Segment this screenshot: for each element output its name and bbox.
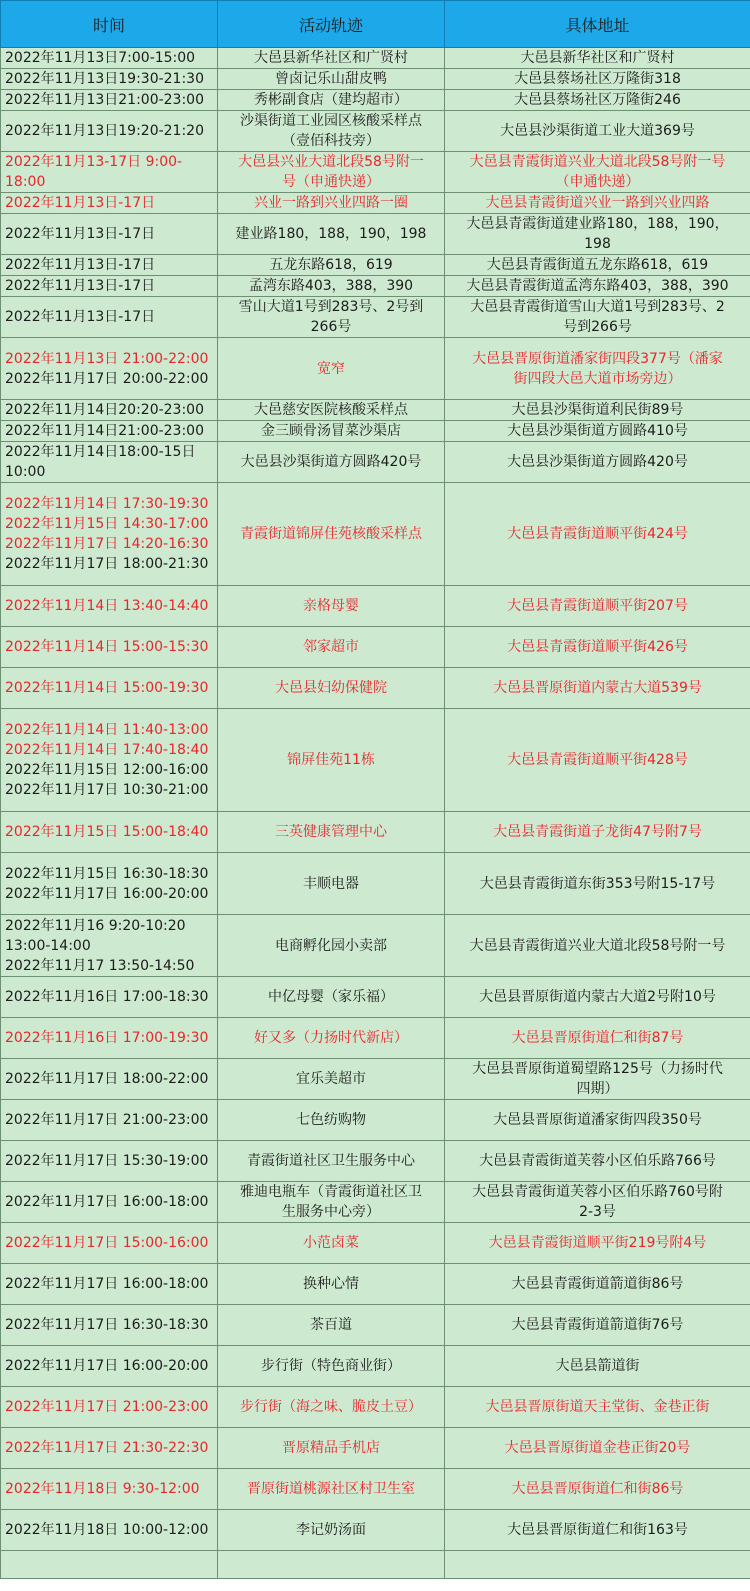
table-row xyxy=(1,1428,750,1469)
row-track: 青霞街道社区卫生服务中心 xyxy=(218,1141,445,1182)
table-row xyxy=(1,297,750,338)
row-track: 好又多（力扬时代新店） xyxy=(218,1018,445,1059)
row-time-normal: 2022年11月17日 18:00-21:30 xyxy=(5,556,209,572)
row-track: 沙渠街道工业园区核酸采样点 （壹佰科技旁） xyxy=(218,111,445,152)
table-row xyxy=(1,69,750,90)
row-time xyxy=(1,338,218,400)
row-time: 2022年11月14日 15:00-15:30 xyxy=(1,627,218,668)
row-track: 青霞街道锦屏佳苑核酸采样点 xyxy=(218,483,445,586)
row-track: 锦屏佳苑11栋 xyxy=(218,709,445,812)
row-time: 2022年11月17日 15:30-19:00 xyxy=(1,1141,218,1182)
row-address: 大邑县青霞街道兴业大道北段58号附一号 xyxy=(445,915,750,977)
table-row xyxy=(1,915,750,977)
table-row xyxy=(1,1182,750,1223)
header-row xyxy=(1,1,750,48)
header-track: 活动轨迹 xyxy=(218,1,445,48)
row-time: 2022年11月14日 13:40-14:40 xyxy=(1,586,218,627)
row-track: 换种心情 xyxy=(218,1264,445,1305)
row-address: 大邑县蔡场社区万隆街246 xyxy=(445,90,750,111)
row-address: 大邑县青霞街道顺平街207号 xyxy=(445,586,750,627)
row-address: 大邑县青霞街道孟湾东路403，388，390 xyxy=(445,276,750,297)
table-row xyxy=(1,1510,750,1551)
row-track: 宜乐美超市 xyxy=(218,1059,445,1100)
row-address: 大邑县青霞街道兴业大道北段58号附一号 （申通快递） xyxy=(445,152,750,193)
row-address: 大邑县晋原街道金巷正街20号 xyxy=(445,1428,750,1469)
row-address: 大邑县沙渠街道方圆路420号 xyxy=(445,442,750,483)
filler-cell xyxy=(445,1551,750,1579)
row-time: 2022年11月17日 21:00-23:00 xyxy=(1,1387,218,1428)
filler-cell xyxy=(1,1551,218,1579)
table-row xyxy=(1,1387,750,1428)
row-address: 大邑县青霞街道东街353号附15-17号 xyxy=(445,853,750,915)
table-row xyxy=(1,90,750,111)
table-row xyxy=(1,1469,750,1510)
row-track: 金三顾骨汤冒菜沙渠店 xyxy=(218,421,445,442)
row-time: 2022年11月18日 10:00-12:00 xyxy=(1,1510,218,1551)
row-address: 大邑县晋原街道仁和街163号 xyxy=(445,1510,750,1551)
row-address: 大邑县晋原街道蜀望路125号（力扬时代 四期） xyxy=(445,1059,750,1100)
row-address: 大邑县青霞街道芙蓉小区伯乐路760号附 2-3号 xyxy=(445,1182,750,1223)
table-row xyxy=(1,1141,750,1182)
row-track: 大邑县新华社区和广贤村 xyxy=(218,48,445,69)
row-address: 大邑县沙渠街道工业大道369号 xyxy=(445,111,750,152)
row-address: 大邑县晋原街道潘家街四段377号（潘家 街四段大邑大道市场旁边） xyxy=(445,338,750,400)
table-row xyxy=(1,853,750,915)
table-row xyxy=(1,193,750,214)
row-time: 2022年11月13日-17日 xyxy=(1,255,218,276)
table-row xyxy=(1,977,750,1018)
row-time: 2022年11月17日 16:30-18:30 xyxy=(1,1305,218,1346)
row-address: 大邑县新华社区和广贤村 xyxy=(445,48,750,69)
row-time: 2022年11月13日21:00-23:00 xyxy=(1,90,218,111)
row-address: 大邑县沙渠街道利民街89号 xyxy=(445,400,750,421)
row-track: 秀彬副食店（建均超市） xyxy=(218,90,445,111)
row-track: 步行街（海之味、脆皮土豆） xyxy=(218,1387,445,1428)
row-time: 2022年11月13日-17日 xyxy=(1,276,218,297)
table-row xyxy=(1,111,750,152)
row-track: 三英健康管理中心 xyxy=(218,812,445,853)
row-time: 2022年11月13日7:00-15:00 xyxy=(1,48,218,69)
row-track: 小范卤菜 xyxy=(218,1223,445,1264)
row-time: 2022年11月13日-17日 xyxy=(1,214,218,255)
row-time: 2022年11月17日 15:00-16:00 xyxy=(1,1223,218,1264)
row-track: 雅迪电瓶车（青霞街道社区卫 生服务中心旁） xyxy=(218,1182,445,1223)
row-time-normal: 2022年11月15日 12:00-16:00 2022年11月17日 10:30-21:00 xyxy=(5,762,209,798)
row-time: 2022年11月17日 16:00-20:00 xyxy=(1,1346,218,1387)
row-track: 亲格母婴 xyxy=(218,586,445,627)
row-time xyxy=(1,483,218,586)
row-address: 大邑县青霞街道顺平街426号 xyxy=(445,627,750,668)
row-track: 中亿母婴（家乐福） xyxy=(218,977,445,1018)
row-time: 2022年11月17日 16:00-18:00 xyxy=(1,1182,218,1223)
row-address: 大邑县青霞街道顺平街424号 xyxy=(445,483,750,586)
row-track: 雪山大道1号到283号、2号到 266号 xyxy=(218,297,445,338)
row-address: 大邑县青霞街道兴业一路到兴业四路 xyxy=(445,193,750,214)
row-time: 2022年11月16日 17:00-18:30 xyxy=(1,977,218,1018)
row-track: 晋原精品手机店 xyxy=(218,1428,445,1469)
table-row xyxy=(1,586,750,627)
row-time: 2022年11月17日 18:00-22:00 xyxy=(1,1059,218,1100)
row-address: 大邑县晋原街道潘家街四段350号 xyxy=(445,1100,750,1141)
header-address: 具体地址 xyxy=(445,1,750,48)
row-time: 2022年11月13日-17日 xyxy=(1,297,218,338)
header-time: 时间 xyxy=(1,1,218,48)
row-time: 2022年11月13日19:30-21:30 xyxy=(1,69,218,90)
table-row xyxy=(1,255,750,276)
table-row xyxy=(1,421,750,442)
row-track: 七色纺购物 xyxy=(218,1100,445,1141)
table-row xyxy=(1,1346,750,1387)
row-time: 2022年11月17日 21:00-23:00 xyxy=(1,1100,218,1141)
filler-cell xyxy=(218,1551,445,1579)
row-time: 2022年11月14日20:20-23:00 xyxy=(1,400,218,421)
table-row xyxy=(1,1223,750,1264)
row-time: 2022年11月15日 15:00-18:40 xyxy=(1,812,218,853)
table-row xyxy=(1,668,750,709)
table-row xyxy=(1,1305,750,1346)
row-track: 电商孵化园小卖部 xyxy=(218,915,445,977)
row-address: 大邑县青霞街道子龙街47号附7号 xyxy=(445,812,750,853)
row-address: 大邑县晋原街道内蒙古大道539号 xyxy=(445,668,750,709)
row-track: 晋原街道桃源社区村卫生室 xyxy=(218,1469,445,1510)
row-address: 大邑县箭道街 xyxy=(445,1346,750,1387)
row-track: 五龙东路618，619 xyxy=(218,255,445,276)
row-address: 大邑县青霞街道建业路180，188，190， 198 xyxy=(445,214,750,255)
table-row xyxy=(1,1059,750,1100)
row-track: 大邑县兴业大道北段58号附一 号（申通快递） xyxy=(218,152,445,193)
row-address: 大邑县沙渠街道方圆路410号 xyxy=(445,421,750,442)
table-row xyxy=(1,48,750,69)
row-track: 兴业一路到兴业四路一圈 xyxy=(218,193,445,214)
table-row xyxy=(1,442,750,483)
row-time-highlight: 2022年11月13日 21:00-22:00 xyxy=(5,350,209,367)
row-address: 大邑县青霞街道顺平街219号附4号 xyxy=(445,1223,750,1264)
row-address: 大邑县晋原街道内蒙古大道2号附10号 xyxy=(445,977,750,1018)
row-time xyxy=(1,709,218,812)
row-time: 2022年11月14日21:00-23:00 xyxy=(1,421,218,442)
row-address: 大邑县晋原街道仁和街87号 xyxy=(445,1018,750,1059)
row-address: 大邑县青霞街道雪山大道1号到283号、2 号到266号 xyxy=(445,297,750,338)
row-track: 孟湾东路403，388，390 xyxy=(218,276,445,297)
table-row xyxy=(1,1264,750,1305)
row-time: 2022年11月17日 16:00-18:00 xyxy=(1,1264,218,1305)
row-time-highlight: 2022年11月14日 17:30-19:30 2022年11月15日 14:30-17:00 2022年11月17日 14:20-16:30 xyxy=(5,496,209,552)
table-row xyxy=(1,483,750,586)
table-row xyxy=(1,709,750,812)
table-row xyxy=(1,214,750,255)
table-row xyxy=(1,1100,750,1141)
table-row xyxy=(1,400,750,421)
row-track: 茶百道 xyxy=(218,1305,445,1346)
table-row xyxy=(1,338,750,400)
row-time: 2022年11月14日 15:00-19:30 xyxy=(1,668,218,709)
table-row xyxy=(1,152,750,193)
row-time: 2022年11月16日 17:00-19:30 xyxy=(1,1018,218,1059)
row-time: 2022年11月18日 9:30-12:00 xyxy=(1,1469,218,1510)
row-time: 2022年11月17日 21:30-22:30 xyxy=(1,1428,218,1469)
table-row xyxy=(1,812,750,853)
row-track: 李记奶汤面 xyxy=(218,1510,445,1551)
row-address: 大邑县青霞街道顺平街428号 xyxy=(445,709,750,812)
table-row xyxy=(1,627,750,668)
row-time: 2022年11月13日19:20-21:20 xyxy=(1,111,218,152)
row-time-normal: 2022年11月17日 20:00-22:00 xyxy=(5,370,209,387)
row-address: 大邑县蔡场社区万隆街318 xyxy=(445,69,750,90)
row-address: 大邑县青霞街道箭道街76号 xyxy=(445,1305,750,1346)
table-body xyxy=(1,48,750,1579)
row-track: 丰顺电器 xyxy=(218,853,445,915)
row-track: 曾卤记乐山甜皮鸭 xyxy=(218,69,445,90)
row-address: 大邑县青霞街道箭道街86号 xyxy=(445,1264,750,1305)
row-time-highlight: 2022年11月14日 11:40-13:00 2022年11月14日 17:40-18:40 xyxy=(5,722,209,758)
row-track: 建业路180，188，190，198 xyxy=(218,214,445,255)
row-track: 邻家超市 xyxy=(218,627,445,668)
row-track: 宽窄 xyxy=(218,338,445,400)
row-time: 2022年11月13-17日 9:00- 18:00 xyxy=(1,152,218,193)
row-time: 2022年11月14日18:00-15日 10:00 xyxy=(1,442,218,483)
row-track: 步行街（特色商业街） xyxy=(218,1346,445,1387)
row-address: 大邑县青霞街道芙蓉小区伯乐路766号 xyxy=(445,1141,750,1182)
row-track: 大邑县沙渠街道方圆路420号 xyxy=(218,442,445,483)
row-track: 大邑县妇幼保健院 xyxy=(218,668,445,709)
row-time: 2022年11月16 9:20-10:20 13:00-14:00 2022年11月17 13:50-14:50 xyxy=(1,915,218,977)
row-time: 2022年11月15日 16:30-18:30 2022年11月17日 16:00-20:00 xyxy=(1,853,218,915)
filler-row xyxy=(1,1551,750,1579)
row-address: 大邑县晋原街道天主堂街、金巷正街 xyxy=(445,1387,750,1428)
table-row xyxy=(1,1018,750,1059)
row-address: 大邑县青霞街道五龙东路618，619 xyxy=(445,255,750,276)
row-time: 2022年11月13日-17日 xyxy=(1,193,218,214)
row-track: 大邑慈安医院核酸采样点 xyxy=(218,400,445,421)
row-address: 大邑县晋原街道仁和街86号 xyxy=(445,1469,750,1510)
table-row xyxy=(1,276,750,297)
